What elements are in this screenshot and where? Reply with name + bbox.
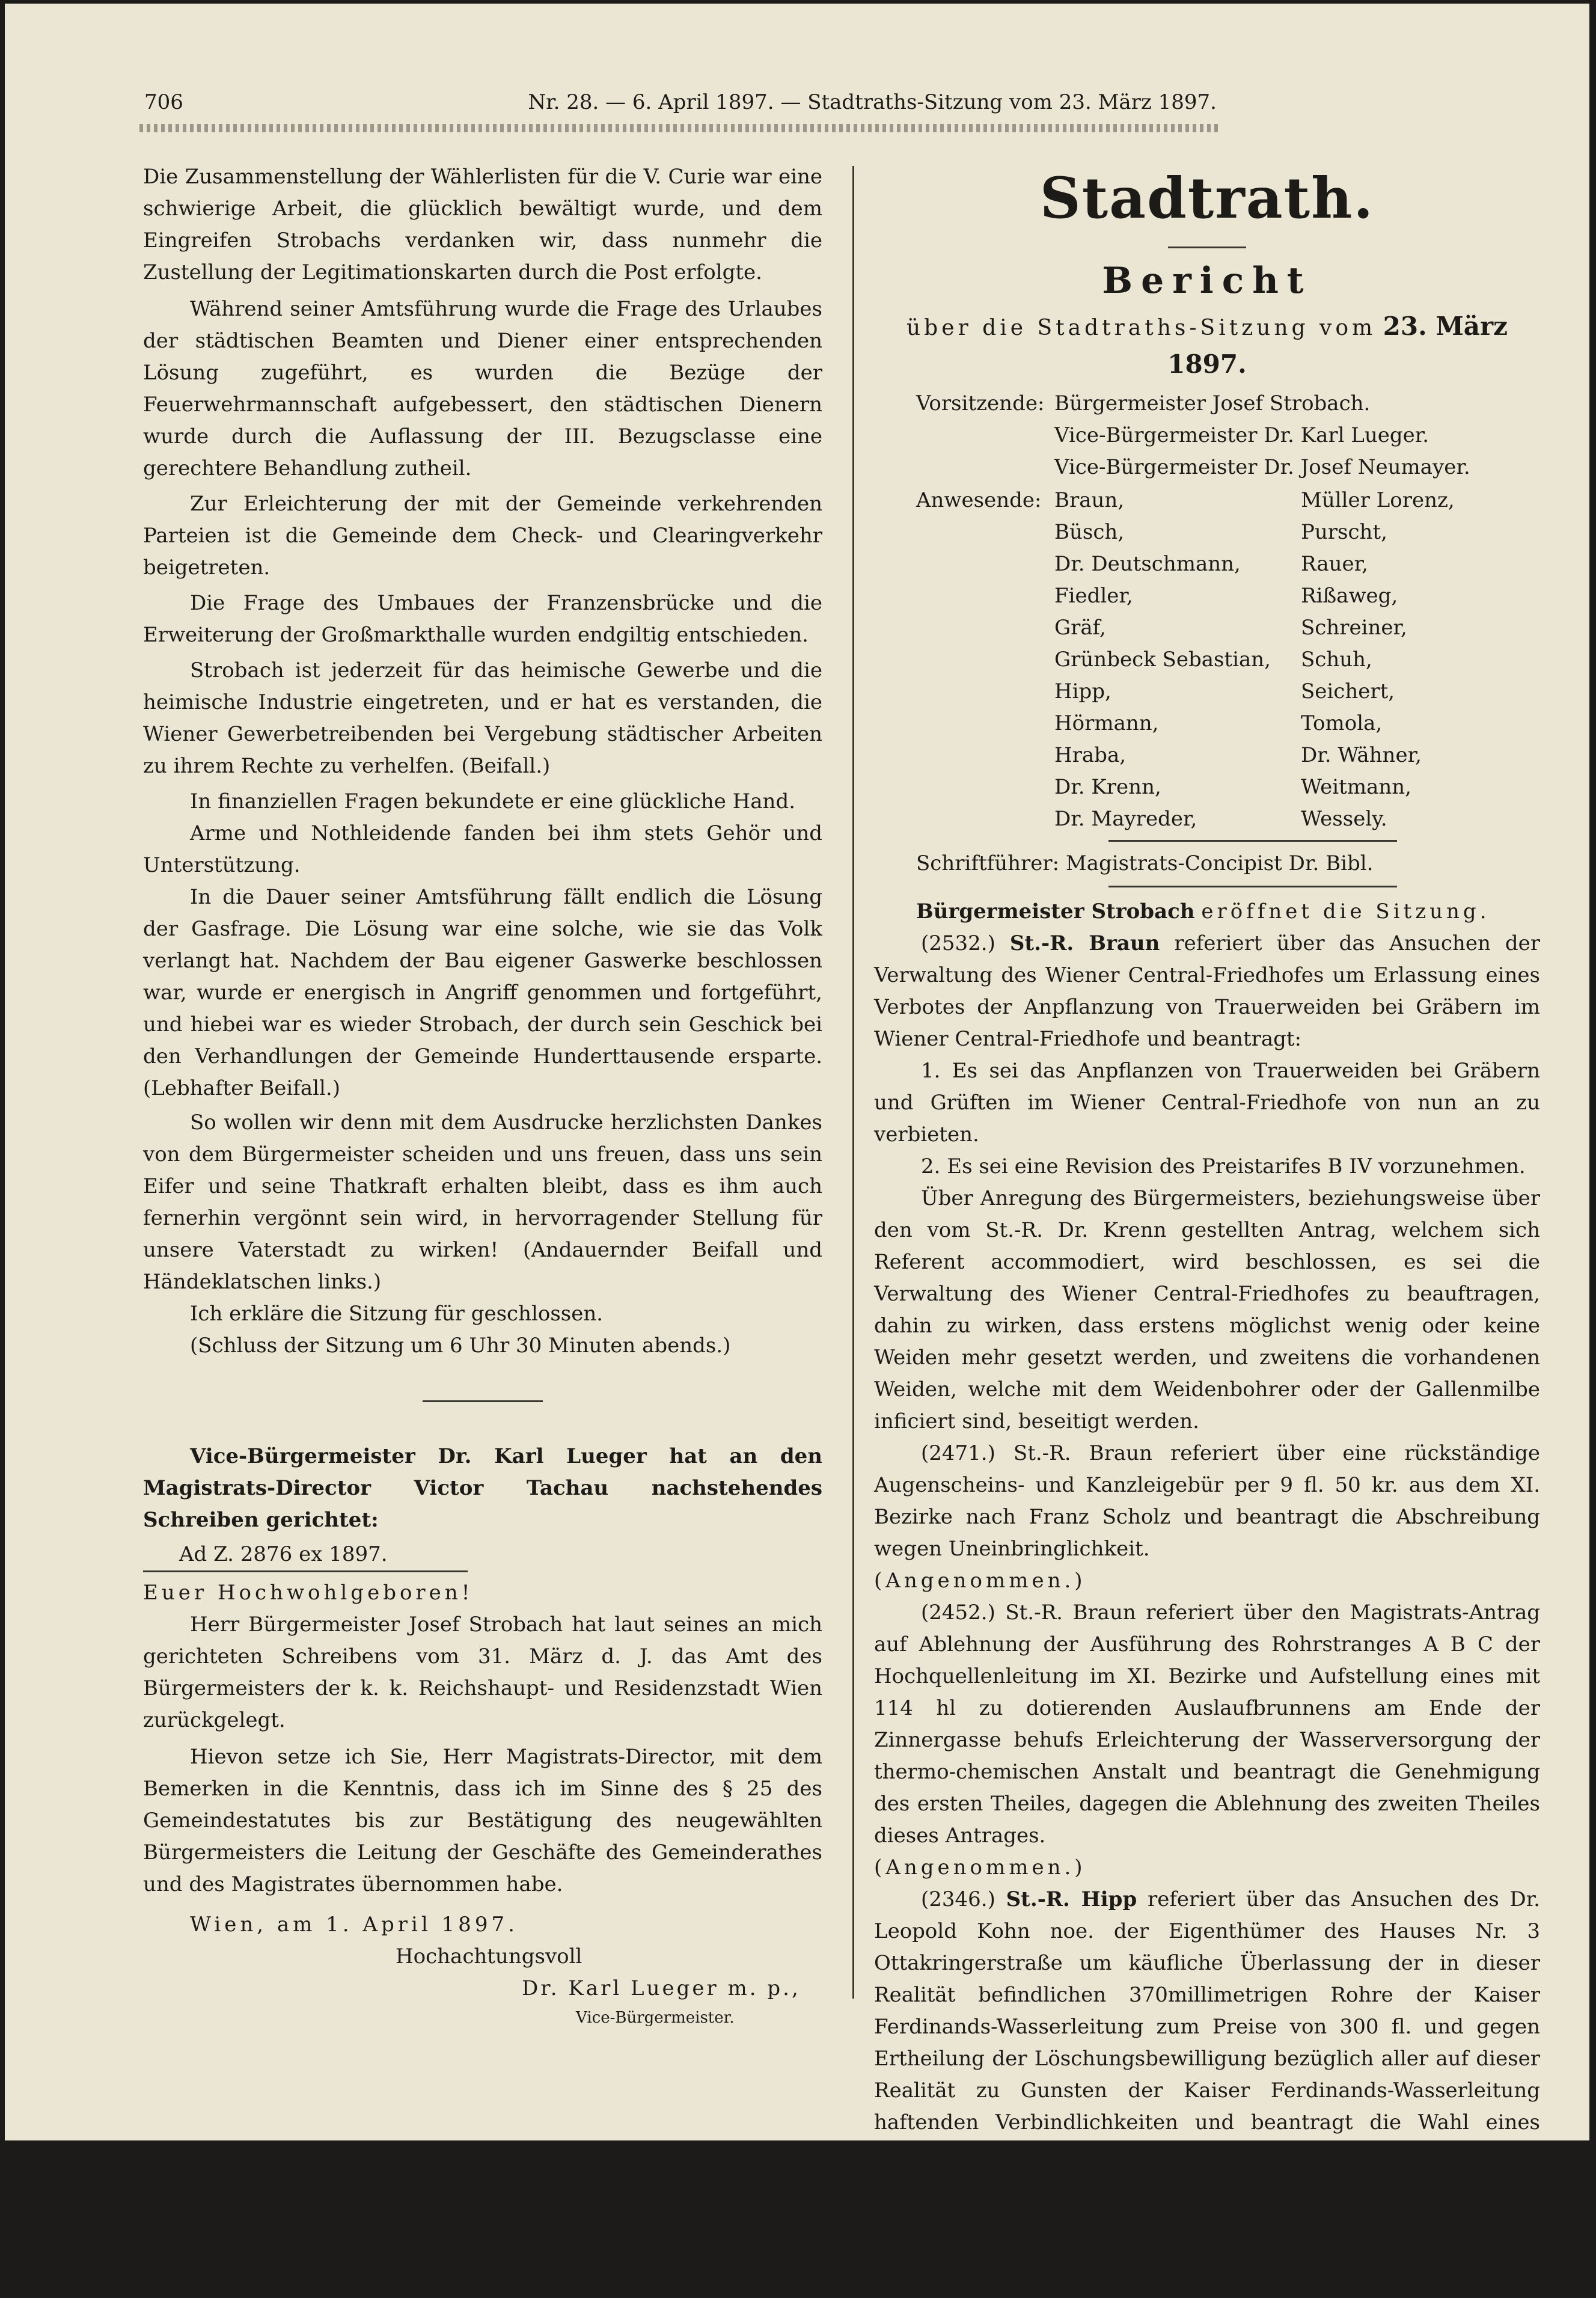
list-item: Dr. Wähner, xyxy=(1301,743,1422,767)
paragraph: Strobach ist jederzeit für das heimische Gewerbe und die heimische Industrie eingetreten, und er hat es verstanden, die Wiener Gewerbetreibenden bei Vergebung städtischer Arbeiten zu ihrem Rechte zu verhelfen. (Beifall.) xyxy=(143,658,822,778)
list-item: Müller Lorenz, xyxy=(1301,488,1455,512)
opening-line xyxy=(916,896,1540,928)
list-item: Weitmann, xyxy=(1301,775,1411,799)
session-line xyxy=(874,308,1540,384)
letter-paragraph: Herr Bürgermeister Josef Strobach hat laut seines an mich gerichteten Schreibens vom 31. März d. J. das Amt des Bürgermeisters der k. k. Reichshaupt- und Residenzstadt Wien zurückgelegt. xyxy=(143,1613,822,1732)
page-number: 706 xyxy=(144,90,183,114)
attendance-block xyxy=(916,485,1540,835)
signature-title: Vice-Bürgermeister. xyxy=(576,2009,735,2027)
letter-intro: Vice-Bürgermeister Dr. Karl Lueger hat an den Magistrats-Director Victor Tachau nachstehendes Schreiben gerichtet: xyxy=(143,1444,822,1532)
left-column xyxy=(143,161,822,2031)
paragraph: Die Zusammenstellung der Wählerlisten für die V. Curie war eine schwierige Arbeit, die glücklich bewältigt wurde, und dem Eingreifen Strobachs verdanken wir, dass nunmehr die Zustellung der Legitimationskarten durch die Post erfolgte. xyxy=(143,165,822,284)
item-text: referiert über das Ansuchen der Verwaltung des Wiener Central-Friedhofes um Erlassung eines Verbotes der Anpflanzung von Trauerweiden bei Gräbern im Wiener Central-Friedhofe und beantragt: xyxy=(874,931,1540,1051)
speaker: St.-R. Braun xyxy=(1009,931,1160,955)
list-item: Gräf, xyxy=(1054,616,1106,640)
secretary-rule xyxy=(1108,886,1397,887)
motion-point: 2. Es sei eine Revision des Preistarifes B IV vorzunehmen. xyxy=(921,1154,1526,1178)
list-item: Dr. Deutschmann, xyxy=(1054,552,1241,576)
chairs-label: Vorsitzende: xyxy=(916,391,1045,415)
accepted-note: (Angenommen.) xyxy=(874,1855,1086,1880)
reference-number: Ad Z. 2876 ex 1897. xyxy=(143,1539,468,1572)
right-column xyxy=(852,161,1540,2298)
item-text: referiert über das Ansuchen des Dr. Leopold Kohn noe. der Eigenthümer des Hauses Nr. 3 Ottakringerstraße um käufliche Überlassung der in dieser Realität befindlichen 370millimetrigen Rohre der Kaiser Ferdinands-Wasserleitung zum Preise von 300 fl. und gegen Ertheilung der Löschungsbewilligung bezüglich aller auf dieser Realität zu Gunsten der Kaiser Ferdinands-Wasserleitung haftenden Verbindlichkeiten und beantragt die Wahl eines dreigliedrigen Verhandlungs-Comités. xyxy=(874,1887,1540,2166)
page-header xyxy=(139,88,1217,117)
list-item: Purscht, xyxy=(1301,520,1387,544)
chair-name: Vice-Bürgermeister Dr. Josef Neumayer. xyxy=(1054,455,1470,479)
header-wavy-rule xyxy=(139,124,1221,132)
list-item: Dr. Mayreder, xyxy=(1054,807,1197,831)
list-item: Grünbeck Sebastian, xyxy=(1054,648,1271,672)
resolution-text: Über Anregung des Bürgermeisters, beziehungsweise über den vom St.-R. Dr. Krenn gestellten Antrag, welchem sich Referent accommodiert, wird beschlossen, es sei die Verwaltung des Wiener Central-Friedhofes zu beauftragen, dahin zu wirken, dass erstens möglichst wenig oder keine Weiden mehr gesetzt werden, und zweitens die vorhandenen Weiden, welche mit dem Weidenbohrer oder der Gallenmilbe inficiert sind, beseitigt werden. xyxy=(874,1186,1540,1433)
item-2532 xyxy=(874,928,1540,1055)
attendance-list-1 xyxy=(1054,485,1301,835)
paragraph: (Schluss der Sitzung um 6 Uhr 30 Minuten abends.) xyxy=(190,1334,731,1358)
list-item: Schuh, xyxy=(1301,648,1372,672)
paragraph: So wollen wir denn mit dem Ausdrucke herzlichsten Dankes von dem Bürgermeister scheiden und uns freuen, dass uns sein Eifer und seine Thatkraft erhalten bleibt, dass es ihm auch fernerhin vergönnt sein wird, in hervorragender Stellung für unsere Vaterstadt zu wirken! (Andauernder Beifall und Händeklatschen links.) xyxy=(143,1111,822,1294)
list-item: Büsch, xyxy=(1054,520,1125,544)
item-number: (2532.) xyxy=(921,931,995,955)
item-2460: (2460.) St.-R. Hipp referiert über die Herstellung von Wasserleitungsrohrsträngen in der Thaliastraße, Maroldingergasse, Hasner- xyxy=(874,2206,1540,2294)
list-item: Rißaweg, xyxy=(1301,584,1398,608)
paragraph: Ich erkläre die Sitzung für geschlossen. xyxy=(190,1302,604,1326)
title-rule xyxy=(1168,247,1246,248)
list-item: Schreiner, xyxy=(1301,616,1407,640)
list-item: Wessely. xyxy=(1301,807,1387,831)
accepted-note: (Angenommen.) xyxy=(874,2174,1086,2198)
attendance-label: Anwesende: xyxy=(916,488,1042,512)
letter-paragraph: Hievon setze ich Sie, Herr Magistrats-Director, mit dem Bemerken in die Kenntnis, dass ich im Sinne des § 25 des Gemeindestatutes bis zur Bestätigung des neugewählten Bürgermeisters die Leitung der Geschäfte des Gemeinderathes und des Magistrates übernommen habe. xyxy=(143,1745,822,1896)
list-item: Seichert, xyxy=(1301,679,1395,703)
opening-speaker: Bürgermeister Strobach xyxy=(916,899,1195,924)
chair-name: Vice-Bürgermeister Dr. Karl Lueger. xyxy=(1054,423,1429,447)
paragraph: Arme und Nothleidende fanden bei ihm stets Gehör und Unterstützung. xyxy=(143,821,822,877)
opening-text: eröffnet die Sitzung. xyxy=(1201,899,1490,924)
list-item: Dr. Krenn, xyxy=(1054,775,1161,799)
list-item: Rauer, xyxy=(1301,552,1368,576)
list-item: Hraba, xyxy=(1054,743,1127,767)
report-heading: Bericht xyxy=(1102,260,1312,302)
session-prefix: über die Stadtraths-Sitzung vom xyxy=(906,316,1377,340)
item-number: (2346.) xyxy=(921,1887,995,1911)
paragraph: In die Dauer seiner Amtsführung fällt endlich die Lösung der Gasfrage. Die Lösung war eine solche, wie sie das Volk verlangt hat. Nachdem der Bau eigener Gaswerke beschlossen war, wurde er energisch in Angriff genommen und fortgeführt, und hiebei war es wieder Strobach, der durch sein Geschick bei den Verhandlungen der Gemeinde Hunderttausende ersparte. (Lebhafter Beifall.) xyxy=(143,885,822,1100)
paragraph: Zur Erleichterung der mit der Gemeinde verkehrenden Parteien ist die Gemeinde dem Check- und Clearingverkehr beigetreten. xyxy=(143,492,822,580)
closing: Hochachtungsvoll xyxy=(396,1944,582,1969)
attendance-rule xyxy=(1108,840,1397,842)
signature: Dr. Karl Lueger m. p., xyxy=(522,1976,801,2000)
accepted-note: (Angenommen.) xyxy=(874,1569,1086,1593)
list-item: Hipp, xyxy=(1054,679,1111,703)
chairs-block xyxy=(916,388,1540,483)
newspaper-page xyxy=(5,4,1589,2294)
paragraph: In finanziellen Fragen bekundete er eine glückliche Hand. xyxy=(190,789,796,813)
section-divider xyxy=(423,1400,543,1402)
salutation: Euer Hochwohlgeboren! xyxy=(143,1581,474,1605)
item-2471: (2471.) St.-R. Braun referiert über eine rückständige Augenscheins- und Kanzleigebür per 9 fl. 50 kr. aus dem XI. Bezirke nach Franz Scholz und beantragt die Abschreibung wegen Uneinbringlichkeit. xyxy=(874,1441,1540,1561)
item-2346 xyxy=(874,1884,1540,2171)
session-date: 23. März 1897. xyxy=(1167,311,1508,379)
chair-name: Bürgermeister Josef Strobach. xyxy=(1054,391,1371,415)
paragraph: Die Frage des Umbaues der Franzensbrücke und die Erweiterung der Großmarkthalle wurden endgiltig entschieden. xyxy=(143,591,822,647)
section-title: Stadtrath. xyxy=(1039,165,1375,231)
list-item: Tomola, xyxy=(1301,711,1383,735)
paragraph: Während seiner Amtsführung wurde die Frage des Urlaubes der städtischen Beamten und Diener einer entsprechenden Lösung zugeführt, es wurden die Bezüge der Feuerwehrmannschaft aufgebessert, den städtischen Dienern wurde durch die Auflassung der III. Bezugsclasse eine gerechtere Behandlung zutheil. xyxy=(143,297,822,480)
attendance-list-2 xyxy=(1301,485,1455,835)
list-item: Hörmann, xyxy=(1054,711,1159,735)
item-2452: (2452.) St.-R. Braun referiert über den Magistrats-Antrag auf Ablehnung der Ausführung des Rohrstranges A B C der Hochquellenleitung im XI. Bezirke und Aufstellung eines mit 114 hl zu dotierenden Auslaufbrunnens am Ende der Zinnergasse behufs Erleichterung der Wasserversorgung der thermo-chemischen Anstalt und beantragt die Genehmigung des ersten Theiles, dagegen die Ablehnung des zweiten Theiles dieses Antrages. xyxy=(874,1601,1540,1848)
list-item: Braun, xyxy=(1054,488,1125,512)
place-date: Wien, am 1. April 1897. xyxy=(190,1913,518,1937)
motion-point: 1. Es sei das Anpflanzen von Trauerweiden bei Gräbern und Grüften im Wiener Central-Friedhofe von nun an zu verbieten. xyxy=(874,1059,1540,1147)
secretary-line: Schriftführer: Magistrats-Concipist Dr. Bibl. xyxy=(916,851,1374,875)
list-item: Fiedler, xyxy=(1054,584,1133,608)
speaker: St.-R. Hipp xyxy=(1006,1887,1137,1911)
running-title: Nr. 28. — 6. April 1897. — Stadtraths-Sitzung vom 23. März 1897. xyxy=(528,90,1217,114)
